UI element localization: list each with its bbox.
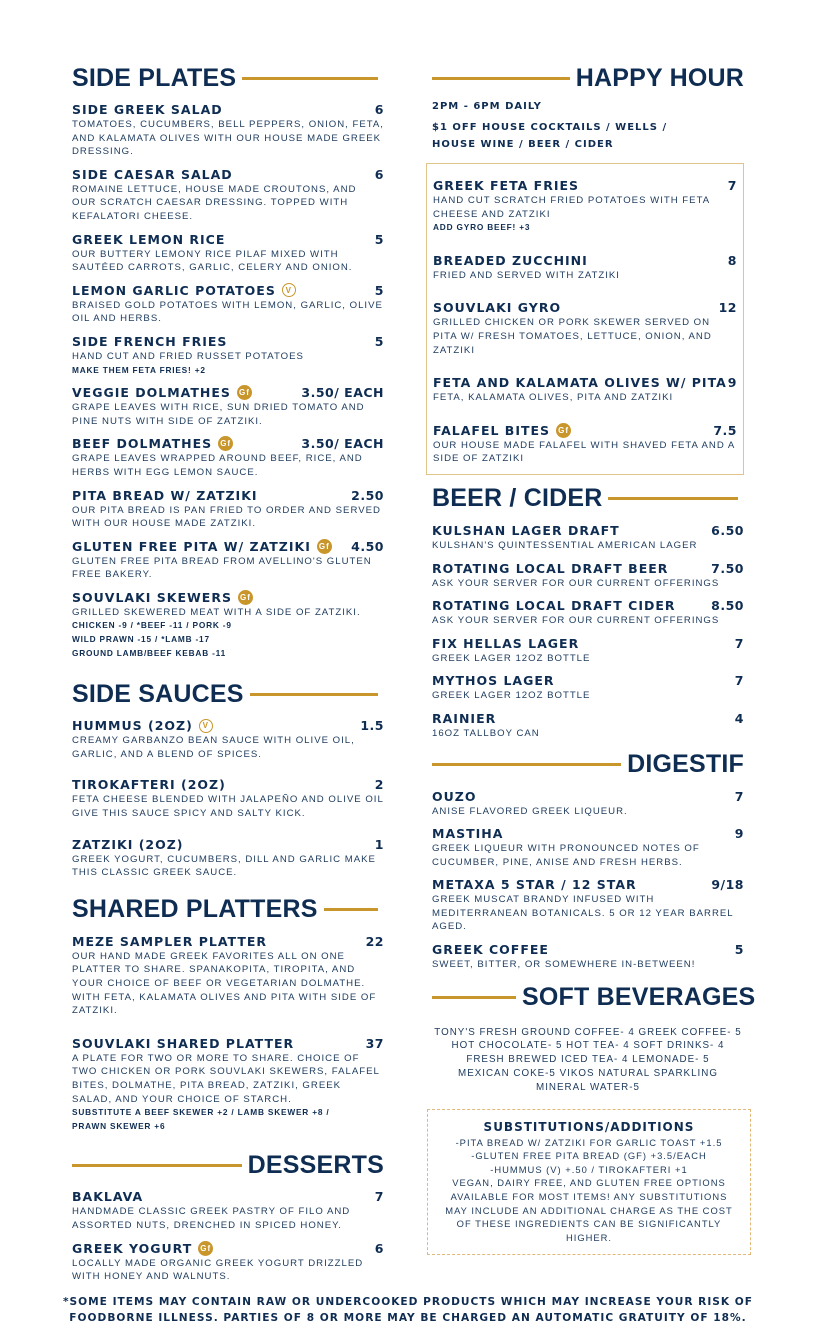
menu-item-row <box>72 385 384 400</box>
menu-item <box>432 598 744 628</box>
happy-hour-deal-2: HOUSE WINE / BEER / CIDER <box>432 139 614 150</box>
menu-item-name-wrap <box>72 837 184 852</box>
menu-item-name: BREADED ZUCCHINI <box>433 252 588 268</box>
menu-item-row <box>433 375 737 390</box>
menu-item-description: SWEET, BITTER, OR SOMEWHERE IN-BETWEEN! <box>432 959 696 971</box>
menu-item-row <box>72 1189 384 1204</box>
menu-item-name: OUZO <box>432 788 477 804</box>
menu-item-name: LEMON GARLIC POTATOES <box>72 282 276 298</box>
menu-item-name: KULSHAN LAGER DRAFT <box>432 522 620 538</box>
shared-platters-list <box>72 934 384 1134</box>
gluten-free-badge-icon: Gf <box>556 423 571 438</box>
menu-item <box>72 718 384 761</box>
menu-item-row <box>432 598 744 613</box>
menu-item-row <box>72 167 384 182</box>
menu-item-name-wrap <box>72 1241 213 1256</box>
menu-item <box>433 253 737 283</box>
soft-beverages-header <box>432 982 756 1014</box>
happy-hour-deal-1: $1 OFF HOUSE COCKTAILS / WELLS / <box>432 122 668 133</box>
menu-item-description: OUR PITA BREAD IS PAN FRIED TO ORDER AND SERVED WITH OUR HOUSE MADE ZATZIKI. <box>72 504 381 530</box>
gluten-free-badge-icon: Gf <box>238 590 253 605</box>
menu-item-name-wrap <box>72 334 227 349</box>
menu-item <box>72 1241 384 1284</box>
beer-cider-list <box>432 523 744 741</box>
menu-item-description: A PLATE FOR TWO OR MORE TO SHARE. CHOICE OF TWO CHICKEN OR PORK SOUVLAKI SKEWERS, FALAFEL BITES, DOLMATHE, PITA BREAD, ZATZIKI, GREEK SALAD, AND YOUR CHOICE OF STARCH. <box>72 1052 380 1105</box>
menu-item-name: BEEF DOLMATHES <box>72 436 213 452</box>
menu-item-name-wrap <box>432 636 579 651</box>
menu-item <box>72 232 384 275</box>
menu-item <box>432 789 744 819</box>
left-column <box>72 62 384 1284</box>
menu-item-description: GRAPE LEAVES WRAPPED AROUND BEEF, RICE, AND HERBS WITH EGG LEMON SAUCE. <box>72 453 363 478</box>
menu-item-price: 37 <box>365 1035 384 1051</box>
menu-item-name: METAXA 5 STAR / 12 STAR <box>432 877 637 893</box>
menu-item-description: FETA CHEESE BLENDED WITH JALAPEÑO AND OLIVE OIL GIVE THIS SAUCE SPICY AND SALTY KICK. <box>72 794 384 820</box>
menu-item <box>433 178 737 235</box>
menu-item-description: GLUTEN FREE PITA BREAD FROM AVELLINO'S GLUTEN FREE BAKERY. <box>72 555 372 581</box>
menu-item-name-wrap <box>433 178 579 193</box>
menu-item-description: HAND CUT SCRATCH FRIED POTATOES WITH FETA CHEESE AND ZATZIKI <box>433 195 710 220</box>
menu-item-description: FETA, KALAMATA OLIVES, PITA AND ZATZIKI <box>433 392 674 404</box>
menu-item-price: 3.50/ EACH <box>301 436 384 452</box>
menu-item-name-wrap <box>433 300 561 315</box>
menu-item-price: 7.5 <box>713 422 737 438</box>
menu-item-description: OUR HOUSE MADE FALAFEL WITH SHAVED FETA AND A SIDE OF ZATZIKI <box>433 439 735 465</box>
menu-item-name-wrap <box>432 598 676 613</box>
menu-item-name-wrap <box>72 488 258 503</box>
menu-item-name-wrap <box>72 539 332 554</box>
menu-item-name: GREEK YOGURT <box>72 1240 193 1256</box>
menu-item <box>72 102 384 159</box>
menu-item-row <box>432 711 744 726</box>
happy-hour-header <box>432 62 744 94</box>
digestif-list <box>432 789 744 972</box>
menu-item <box>72 539 384 582</box>
menu-item-price: 5 <box>374 333 384 349</box>
menu-item-price: 12 <box>718 300 737 316</box>
menu-item <box>432 877 744 934</box>
menu-item-name-wrap <box>432 942 549 957</box>
side-sauces-header <box>72 678 384 710</box>
soft-beverages-line: MINERAL WATER-5 <box>536 1081 640 1093</box>
side-plates-title: SIDE PLATES <box>72 63 237 92</box>
menu-item-price: 7.50 <box>711 560 744 576</box>
menu-item-row <box>72 102 384 117</box>
menu-item-description: OUR BUTTERY LEMONY RICE PILAF MIXED WITH SAUTÉED CARROTS, GARLIC, CELERY AND ONION. <box>72 248 353 274</box>
happy-hour-list <box>433 178 737 466</box>
happy-hour-time: 2PM - 6PM DAILY <box>432 101 542 112</box>
digestif-header <box>432 749 744 781</box>
menu-item-price: 6.50 <box>711 522 744 538</box>
menu-item-name: BAKLAVA <box>72 1189 144 1205</box>
menu-item-addon: MAKE THEM FETA FRIES! +2 <box>72 364 206 375</box>
soft-beverages-text <box>432 1026 744 1095</box>
substitutions-line: VEGAN, DAIRY FREE, AND GLUTEN FREE OPTIONS <box>452 1177 726 1189</box>
menu-item-row <box>72 837 384 852</box>
menu-item-row <box>72 718 384 733</box>
menu-item-description: HAND CUT AND FRIED RUSSET POTATOES <box>72 350 304 362</box>
menu-item-name: FALAFEL BITES <box>433 422 551 438</box>
menu-item-addon: GROUND LAMB/BEEF KEBAB -11 <box>72 647 227 658</box>
menu-item-row <box>432 561 744 576</box>
menu-item <box>72 334 384 377</box>
menu-item-price: 2.50 <box>351 487 384 503</box>
menu-item-row <box>432 636 744 651</box>
menu-item-name-wrap <box>432 789 476 804</box>
menu-item <box>432 636 744 666</box>
menu-item <box>432 673 744 703</box>
substitutions-line: -HUMMUS (V) +.50 / TIROKAFTERI +1 <box>490 1163 688 1175</box>
menu-item-addon: PRAWN SKEWER +6 <box>72 1120 166 1131</box>
menu-item-name: VEGGIE DOLMATHES <box>72 385 231 401</box>
menu-item-price: 6 <box>374 1240 384 1256</box>
menu-item-description: CREAMY GARBANZO BEAN SAUCE WITH OLIVE OIL, GARLIC, AND A BLEND OF SPICES. <box>72 735 355 760</box>
menu-item-name-wrap <box>432 673 555 688</box>
menu-item-description: KULSHAN'S QUINTESSENTIAL AMERICAN LAGER <box>432 539 698 551</box>
menu-item-description: OUR HAND MADE GREEK FAVORITES ALL ON ONE PLATTER TO SHARE. SPANAKOPITA, TIROPITA, AND YOUR CHOICE OF BEEF OR VEGETARIAN DOLMATHE. WITH FETA, KALAMATA OLIVES AND PITA WITH SIDE OF ZATZIKI. <box>72 950 377 1017</box>
menu-item-row <box>433 423 737 438</box>
substitutions-line: OF THESE INGREDIENTS CAN BE SIGNIFICANTLY <box>456 1218 722 1230</box>
menu-item-row <box>432 523 744 538</box>
desserts-header <box>72 1149 384 1181</box>
menu-item-row <box>432 826 744 841</box>
menu-item-price: 8.50 <box>711 598 744 614</box>
menu-item-name-wrap <box>72 283 296 298</box>
menu-item-row <box>72 1036 384 1051</box>
menu-item <box>432 711 744 741</box>
menu-item-addon: CHICKEN -9 / *BEEF -11 / PORK -9 <box>72 620 232 631</box>
menu-item-row <box>72 283 384 298</box>
menu-item-price: 4 <box>734 710 744 726</box>
menu-item-row <box>72 934 384 949</box>
footer-line: FOODBORNE ILLNESS. PARTIES OF 8 OR MORE MAY BE CHARGED AN AUTOMATIC GRATUITY OF 18%. <box>69 1312 747 1324</box>
menu-item-addon: ADD GYRO BEEF! +3 <box>433 222 531 233</box>
menu-item-name-wrap <box>433 253 588 268</box>
menu-item-description: GREEK LAGER 12OZ BOTTLE <box>432 652 591 664</box>
menu-item-name: GREEK LEMON RICE <box>72 231 226 247</box>
menu-item-description: GREEK LIQUEUR WITH PRONOUNCED NOTES OF CUCUMBER, PINE, ANISE AND FRESH HERBS. <box>432 843 700 868</box>
side-sauces-title: SIDE SAUCES <box>72 679 244 708</box>
side-plates-header <box>72 62 384 94</box>
section-rule <box>242 77 378 80</box>
soft-beverages-line: HOT CHOCOLATE- 5 HOT TEA- 4 SOFT DRINKS- 4 <box>451 1040 725 1052</box>
menu-item-row <box>432 877 744 892</box>
menu-item-name: MYTHOS LAGER <box>432 673 555 689</box>
menu-item <box>432 826 744 869</box>
menu-item-price: 8 <box>727 252 737 268</box>
menu-item <box>432 523 744 553</box>
menu-item-description: FRIED AND SERVED WITH ZATZIKI <box>433 269 620 281</box>
menu-item-name: GLUTEN FREE PITA W/ ZATZIKI <box>72 538 311 554</box>
menu-item-name: TIROKAFTERI (2OZ) <box>72 777 226 793</box>
side-plates-list <box>72 102 384 660</box>
menu-item-price: 6 <box>374 102 384 117</box>
menu-item-description: ROMAINE LETTUCE, HOUSE MADE CROUTONS, AND OUR SCRATCH CAESAR DRESSING. TOPPED WITH KEFALATORI CHEESE. <box>72 183 357 222</box>
shared-platters-title: SHARED PLATTERS <box>72 895 318 924</box>
menu-item-name-wrap <box>72 1189 143 1204</box>
menu-item-addon: SUBSTITUTE A BEEF SKEWER +2 / LAMB SKEWER +8 / <box>72 1107 330 1118</box>
menu-item-name-wrap <box>432 877 637 892</box>
desserts-list <box>72 1189 384 1283</box>
menu-item-price: 7 <box>727 178 737 193</box>
menu-item-name-wrap <box>72 1036 294 1051</box>
menu-item <box>72 777 384 820</box>
footer-line: *SOME ITEMS MAY CONTAIN RAW OR UNDERCOOKED PRODUCTS WHICH MAY INCREASE YOUR RISK OF <box>62 1296 754 1308</box>
beer-cider-title: BEER / CIDER <box>432 484 603 513</box>
menu-item-description: BRAISED GOLD POTATOES WITH LEMON, GARLIC, OLIVE OIL AND HERBS. <box>72 299 383 325</box>
menu-item-price: 5 <box>374 231 384 247</box>
menu-item-description: 16OZ TALLBOY CAN <box>432 727 540 739</box>
menu-item-price: 5 <box>734 942 744 958</box>
menu-item-description: HANDMADE CLASSIC GREEK PASTRY OF FILO AND ASSORTED NUTS, DRENCHED IN SPICED HONEY. <box>72 1206 351 1231</box>
menu-item-description: TOMATOES, CUCUMBERS, BELL PEPPERS, ONION, FETA, AND KALAMATA OLIVES WITH OUR HOUSE MADE GREEK DRESSING. <box>72 119 384 158</box>
beer-cider-header <box>432 483 744 515</box>
menu-item-price: 1 <box>374 836 384 852</box>
menu-item-name: HUMMUS (2OZ) <box>72 718 193 734</box>
menu-item-description: ASK YOUR SERVER FOR OUR CURRENT OFFERINGS <box>432 577 720 589</box>
menu-item <box>72 1189 384 1232</box>
gluten-free-badge-icon: Gf <box>198 1241 213 1256</box>
menu-item-name: RAINIER <box>432 710 497 726</box>
menu-item-name: SOUVLAKI GYRO <box>433 300 562 316</box>
menu-item <box>432 561 744 591</box>
gluten-free-badge-icon: Gf <box>218 436 233 451</box>
substitutions-line: -GLUTEN FREE PITA BREAD (GF) +3.5/EACH <box>471 1150 707 1162</box>
substitutions-line: MAY INCLUDE AN ADDITIONAL CHARGE AS THE COST <box>445 1204 733 1216</box>
menu-item <box>72 1036 384 1134</box>
section-rule <box>432 763 621 766</box>
menu-item-name: SIDE CAESAR SALAD <box>72 166 233 182</box>
menu-item <box>72 167 384 224</box>
menu-item-price: 22 <box>365 933 384 949</box>
menu-item-description: ANISE FLAVORED GREEK LIQUEUR. <box>432 805 628 817</box>
soft-beverages-line: TONY'S FRESH GROUND COFFEE- 4 GREEK COFFEE- 5 <box>434 1026 742 1038</box>
menu-item-price: 3.50/ EACH <box>301 385 384 401</box>
menu-item-name-wrap <box>72 718 213 733</box>
menu-item <box>433 375 737 405</box>
menu-item-price: 7 <box>734 673 744 689</box>
menu-item-name: GREEK COFFEE <box>432 942 549 958</box>
menu-item-name-wrap <box>72 385 252 400</box>
menu-item <box>72 488 384 531</box>
menu-item-addon: WILD PRAWN -15 / *LAMB -17 <box>72 634 210 645</box>
vegan-badge-icon: V <box>199 719 213 733</box>
menu-item-price: 9 <box>734 826 744 842</box>
menu-item-row <box>72 1241 384 1256</box>
soft-beverages-title: SOFT BEVERAGES <box>522 983 756 1012</box>
menu-item-name: FETA AND KALAMATA OLIVES W/ PITA <box>433 375 727 391</box>
menu-item-row <box>72 232 384 247</box>
menu-item-price: 7 <box>374 1189 384 1205</box>
menu-item-row <box>432 673 744 688</box>
menu-item <box>72 436 384 479</box>
menu-item-name: FIX HELLAS LAGER <box>432 635 580 651</box>
menu-item <box>433 423 737 466</box>
menu-item-price: 9/18 <box>711 877 744 893</box>
section-rule <box>72 1164 242 1167</box>
menu-item-row <box>72 334 384 349</box>
substitutions-line: HIGHER. <box>565 1231 613 1243</box>
menu-item-row <box>433 300 737 315</box>
menu-item-description: GRILLED SKEWERED MEAT WITH A SIDE OF ZATZIKI. <box>72 606 361 618</box>
menu-item-name: SOUVLAKI SKEWERS <box>72 589 232 605</box>
section-rule <box>432 77 570 80</box>
menu-item-name: MASTIHA <box>432 826 504 842</box>
substitutions-text <box>434 1136 744 1245</box>
menu-item <box>72 283 384 326</box>
menu-item-description: GREEK MUSCAT BRANDY INFUSED WITH MEDITERRANEAN BOTANICALS. 5 OR 12 YEAR BARREL AGED. <box>432 894 734 933</box>
menu-item-price: 4.50 <box>351 538 384 554</box>
menu-item-price: 9 <box>727 375 737 391</box>
menu-item-name: ROTATING LOCAL DRAFT BEER <box>432 560 669 576</box>
menu-item-price: 2 <box>374 777 384 793</box>
soft-beverages-line: FRESH BREWED ICED TEA- 4 LEMONADE- 5 <box>466 1054 710 1066</box>
section-rule <box>324 908 378 911</box>
section-rule <box>250 693 378 696</box>
menu-item <box>72 934 384 1018</box>
menu-item-price: 7 <box>734 635 744 651</box>
menu-item <box>72 837 384 880</box>
menu-item-row <box>72 488 384 503</box>
menu-item-row <box>72 436 384 451</box>
section-rule <box>608 497 738 500</box>
menu-item-name-wrap <box>432 826 503 841</box>
menu-item <box>72 590 384 660</box>
menu-item-row <box>432 942 744 957</box>
substitutions-line: -PITA BREAD W/ ZATZIKI FOR GARLIC TOAST +1.5 <box>455 1136 723 1148</box>
desserts-title: DESSERTS <box>247 1150 384 1179</box>
menu-item-description: GREEK LAGER 12OZ BOTTLE <box>432 690 591 702</box>
menu-item-name: ROTATING LOCAL DRAFT CIDER <box>432 598 676 614</box>
substitutions-line: AVAILABLE FOR MOST ITEMS! ANY SUBSTITUTIONS <box>450 1191 728 1203</box>
menu-item-name-wrap <box>72 590 253 605</box>
menu-item-description: GRAPE LEAVES WITH RICE, SUN DRIED TOMATO AND PINE NUTS WITH SIDE OF ZATZIKI. <box>72 402 365 427</box>
menu-item-price: 1.5 <box>360 718 384 734</box>
menu-item-name: MEZE SAMPLER PLATTER <box>72 933 268 949</box>
menu-item-name: GREEK FETA FRIES <box>433 178 580 193</box>
menu-item-name-wrap <box>433 423 571 438</box>
menu-item-name-wrap <box>432 561 668 576</box>
shared-platters-header <box>72 894 384 926</box>
menu-item-description: GRILLED CHICKEN OR PORK SKEWER SERVED ON PITA W/ FRESH TOMATOES, LETTUCE, ONION, AND ZATZIKI <box>433 317 712 356</box>
menu-item-name-wrap <box>432 711 496 726</box>
menu-item-name-wrap <box>72 167 233 182</box>
gluten-free-badge-icon: Gf <box>317 539 332 554</box>
substitutions-box <box>427 1109 751 1256</box>
menu-item-price: 5 <box>374 282 384 298</box>
menu-item <box>72 385 384 428</box>
menu-item-name-wrap <box>432 523 620 538</box>
menu-item-name-wrap <box>72 102 223 117</box>
gluten-free-badge-icon: Gf <box>237 385 252 400</box>
menu-item-name-wrap <box>433 375 727 390</box>
menu-item-row <box>433 178 737 193</box>
menu-item-name-wrap <box>72 436 233 451</box>
menu-item-name-wrap <box>72 232 225 247</box>
menu-item-price: 6 <box>374 166 384 182</box>
happy-hour-title: HAPPY HOUR <box>575 63 744 92</box>
menu-item <box>433 300 737 357</box>
menu-item-name: PITA BREAD W/ ZATZIKI <box>72 487 258 503</box>
menu-item-name-wrap <box>72 934 267 949</box>
menu-item-row <box>72 777 384 792</box>
happy-hour-box <box>426 163 744 475</box>
menu-item-description: GREEK YOGURT, CUCUMBERS, DILL AND GARLIC MAKE THIS CLASSIC GREEK SAUCE. <box>72 853 376 879</box>
digestif-title: DIGESTIF <box>627 750 744 778</box>
menu-item-name: SOUVLAKI SHARED PLATTER <box>72 1035 295 1051</box>
menu-item-description: ASK YOUR SERVER FOR OUR CURRENT OFFERINGS <box>432 615 720 627</box>
menu-item-row <box>72 539 384 554</box>
menu-item-name: ZATZIKI (2OZ) <box>72 836 184 852</box>
menu-item-row <box>433 253 737 268</box>
section-rule <box>432 996 516 999</box>
menu-item-row <box>432 789 744 804</box>
menu-item-name: SIDE FRENCH FRIES <box>72 333 228 349</box>
substitutions-title: SUBSTITUTIONS/ADDITIONS <box>483 1119 695 1134</box>
soft-beverages-line: MEXICAN COKE-5 VIKOS NATURAL SPARKLING <box>458 1068 718 1080</box>
menu-item-name-wrap <box>72 777 226 792</box>
menu-item-description: LOCALLY MADE ORGANIC GREEK YOGURT DRIZZLED WITH HONEY AND WALNUTS. <box>72 1257 364 1283</box>
footer-disclaimer <box>0 1294 816 1326</box>
menu-item-row <box>72 590 384 605</box>
menu-item-name: SIDE GREEK SALAD <box>72 102 223 117</box>
right-column <box>432 62 756 1255</box>
vegan-badge-icon: V <box>282 283 296 297</box>
menu-item <box>432 942 744 972</box>
side-sauces-list <box>72 718 384 880</box>
menu-item-price: 7 <box>734 788 744 804</box>
